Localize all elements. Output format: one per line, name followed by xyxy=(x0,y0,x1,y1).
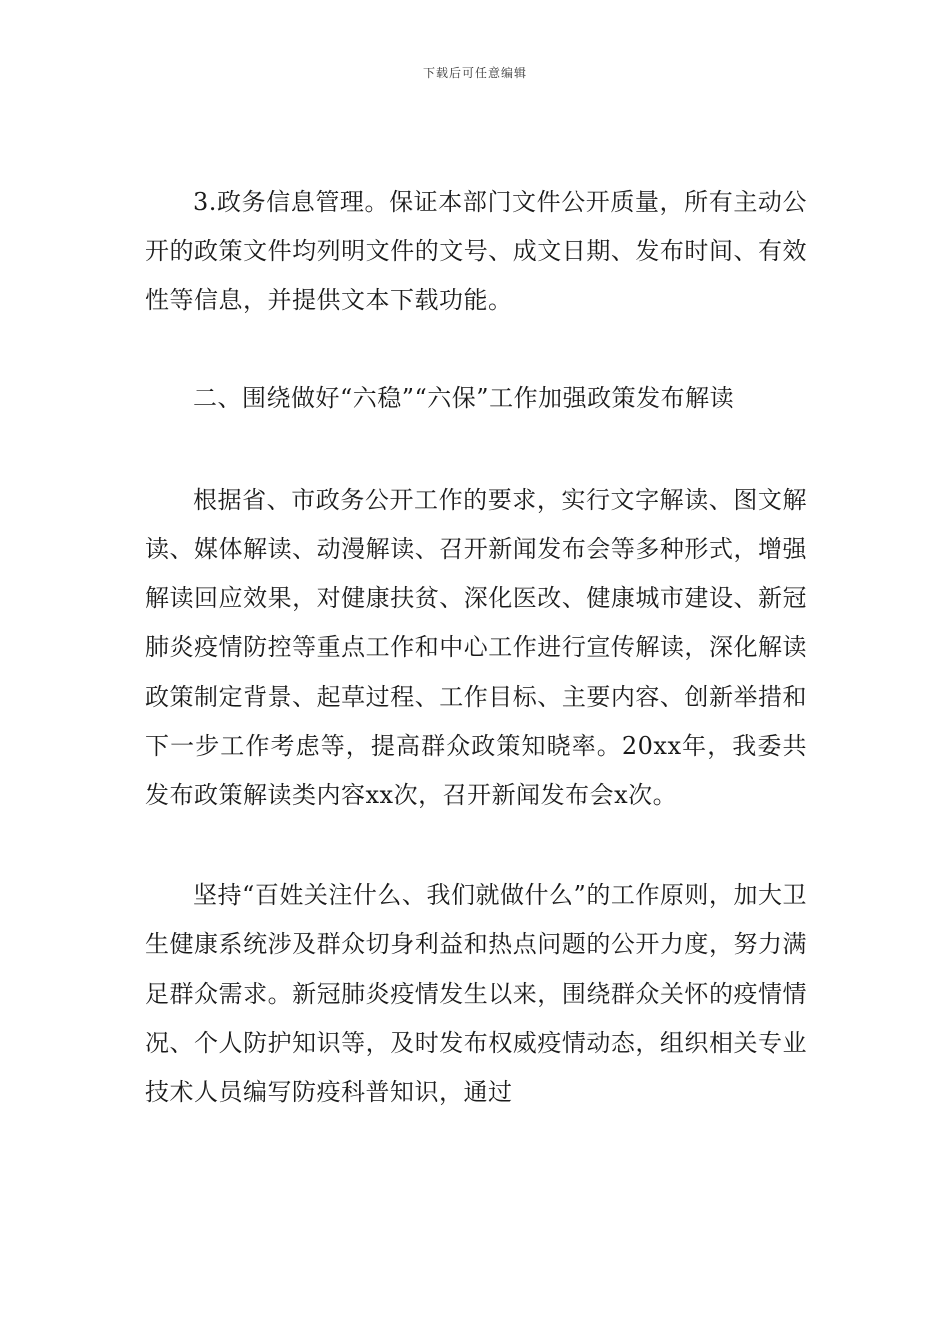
section-heading-policy-interpretation: 二、围绕做好“六稳”“六保”工作加强政策发布解读 xyxy=(193,383,735,412)
document-body xyxy=(145,178,807,1117)
paragraph-interpretation-forms: 根据省、市政务公开工作的要求，实行文字解读、图文解读、媒体解读、动漫解读、召开新闻发布会等多种形式，增强解读回应效果，对健康扶贫、深化医改、健康城市建设、新冠肺炎疫情防控等重点工作和中心工作进行宣传解读，深化解读政策制定背景、起草过程、工作目标、主要内容、创新举措和下一步工作考虑等，提高群众政策知晓率。20xx年，我委共发布政策解读类内容xx次，召开新闻发布会x次。 xyxy=(145,485,807,810)
paragraph-government-info-management: 3.政务信息管理。保证本部门文件公开质量，所有主动公开的政策文件均列明文件的文号、成文日期、发布时间、有效性等信息，并提供文本下载功能。 xyxy=(145,188,807,315)
paragraph-public-concerns: 坚持“百姓关注什么、我们就做什么”的工作原则，加大卫生健康系统涉及群众切身利益和热点问题的公开力度，努力满足群众需求。新冠肺炎疫情发生以来，围绕群众关怀的疫情情况、个人防护知识等，及时发布权威疫情动态，组织相关专业技术人员编写防疫科普知识，通过 xyxy=(145,881,807,1107)
page-header-note: 下载后可任意编辑 xyxy=(422,66,527,80)
